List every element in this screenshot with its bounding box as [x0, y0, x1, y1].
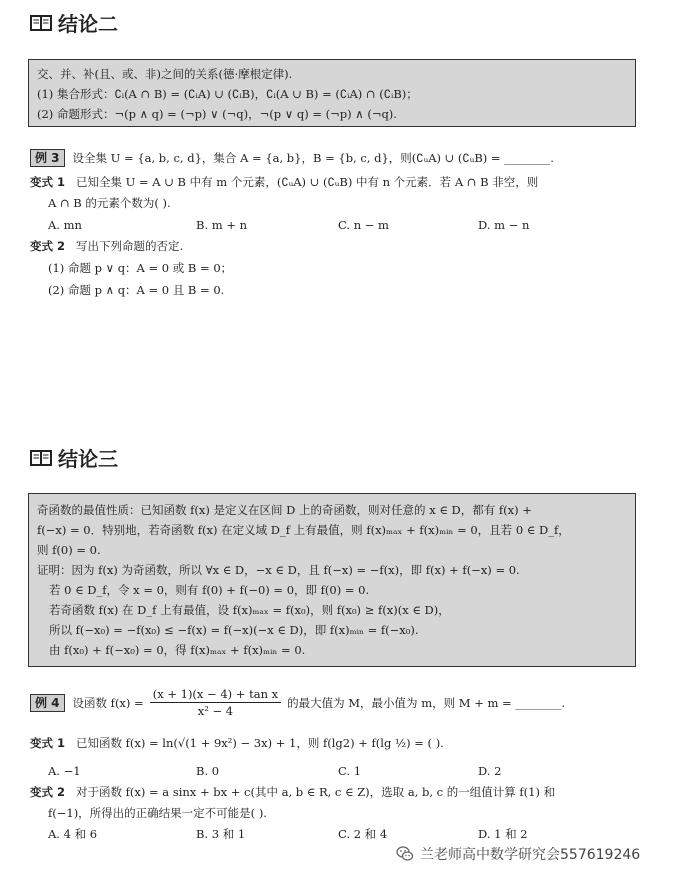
option: A. 4 和 6 — [48, 827, 98, 841]
variant-2 — [30, 782, 555, 802]
wechat-icon — [396, 845, 414, 863]
theorem-box — [28, 59, 636, 127]
variant-text: 对于函数 f(x) = a sinx + bx + c(其中 a, b ∈ R, c ∈ Z)，选取 a, b, c 的一组值计算 f(1) 和 — [75, 785, 556, 799]
variant-label: 变式 1 — [30, 736, 66, 750]
option: C. n − m — [338, 218, 389, 232]
box-line: 若 0 ∈ D_f，令 x = 0，则有 f(0) + f(−0) = 0，即 f(0) = 0. — [49, 583, 370, 597]
box-line: f(−x) = 0．特别地，若奇函数 f(x) 在定义域 D_f 上有最值，则 f(x)ₘₐₓ + f(x)ₘᵢₙ = 0，且若 0 ∈ D_f， — [37, 523, 570, 537]
box-line: 由 f(x₀) + f(−x₀) = 0，得 f(x)ₘₐₓ + f(x)ₘᵢₙ = 0. — [49, 643, 306, 657]
variant-text: 写出下列命题的否定. — [75, 239, 184, 253]
variant-label: 变式 1 — [30, 175, 66, 189]
variant-label: 变式 2 — [30, 239, 66, 253]
example-tag: 例 3 — [30, 149, 65, 167]
option: C. 2 和 4 — [338, 827, 388, 841]
option: B. m + n — [196, 218, 248, 232]
numerator: (x + 1)(x − 4) + tan x — [150, 686, 281, 703]
option: B. 0 — [196, 764, 220, 778]
box-line: (2) 命题形式：¬(p ∧ q) = (¬p) ∨ (¬q)，¬(p ∨ q) = (¬p) ∧ (¬q). — [37, 107, 397, 121]
list-item: (2) 命题 p ∧ q：A = 0 且 B = 0. — [48, 283, 225, 297]
section-title — [30, 443, 118, 472]
denominator: x² − 4 — [197, 704, 234, 718]
watermark-text: 兰老师高中数学研究会557619246 — [420, 847, 641, 863]
list-item: (1) 命题 p ∨ q：A = 0 或 B = 0； — [48, 261, 233, 275]
variant-text: 已知全集 U = A ∪ B 中有 m 个元素，(∁ᵤA) ∪ (∁ᵤB) 中有 n 个元素．若 A ∩ B 非空，则 — [75, 175, 539, 189]
box-line: 交、并、补(且、或、非)之间的关系(德·摩根定律). — [37, 67, 293, 81]
variant-text-cont: A ∩ B 的元素个数为( ). — [48, 196, 171, 210]
option: C. 1 — [338, 764, 362, 778]
fraction — [150, 686, 281, 719]
example-text: 的最大值为 M，最小值为 m，则 M + m = ________. — [287, 695, 565, 710]
variant-1 — [30, 733, 444, 753]
variant-2 — [30, 236, 183, 256]
book-icon — [30, 449, 52, 467]
example-tag: 例 4 — [30, 694, 65, 712]
variant-1 — [30, 172, 538, 192]
variant-label: 变式 2 — [30, 785, 66, 799]
option: A. mn — [48, 218, 82, 232]
box-line: 若奇函数 f(x) 在 D_f 上有最值，设 f(x)ₘₐₓ = f(x₀)，则 f(x₀) ≥ f(x)(x ∈ D)， — [49, 603, 450, 617]
variant-text-cont: f(−1)，所得出的正确结果一定不可能是( ). — [48, 806, 267, 820]
example-3 — [30, 148, 554, 168]
section-title-text: 结论三 — [58, 447, 118, 471]
box-line: (1) 集合形式：∁ᵢ(A ∩ B) = (∁ᵢA) ∪ (∁ᵢB)，∁ᵢ(A ∪ B) = (∁ᵢA) ∩ (∁ᵢB)； — [37, 87, 418, 101]
box-line: 则 f(0) = 0. — [37, 543, 101, 557]
theorem-box — [28, 493, 636, 667]
section-title-text: 结论二 — [58, 12, 118, 36]
book-icon — [30, 14, 52, 32]
option: B. 3 和 1 — [196, 827, 246, 841]
option: D. 2 — [478, 764, 502, 778]
box-line: 证明：因为 f(x) 为奇函数，所以 ∀x ∈ D，−x ∈ D，且 f(−x) = −f(x)，即 f(x) + f(−x) = 0. — [37, 563, 520, 577]
variant-text: 已知函数 f(x) = ln(√(1 + 9x²) − 3x) + 1，则 f(lg2) + f(lg ½) = ( ). — [75, 736, 444, 750]
example-4 — [30, 686, 565, 719]
option: D. m − n — [478, 218, 530, 232]
box-line: 所以 f(−x₀) = −f(x₀) ≤ −f(x) = f(−x)(−x ∈ D)，即 f(x)ₘᵢₙ = f(−x₀). — [49, 623, 419, 637]
option: D. 1 和 2 — [478, 827, 528, 841]
option: A. −1 — [48, 764, 81, 778]
box-line: 奇函数的最值性质：已知函数 f(x) 是定义在区间 D 上的奇函数，则对任意的 x ∈ D，都有 f(x) + — [37, 503, 532, 517]
watermark — [396, 844, 640, 864]
example-text: 设函数 f(x) = — [72, 695, 144, 710]
section-title — [30, 8, 118, 37]
example-text: 设全集 U = {a, b, c, d}，集合 A = {a, b}，B = {b, c, d}，则(∁ᵤA) ∪ (∁ᵤB) = ________. — [72, 151, 554, 165]
